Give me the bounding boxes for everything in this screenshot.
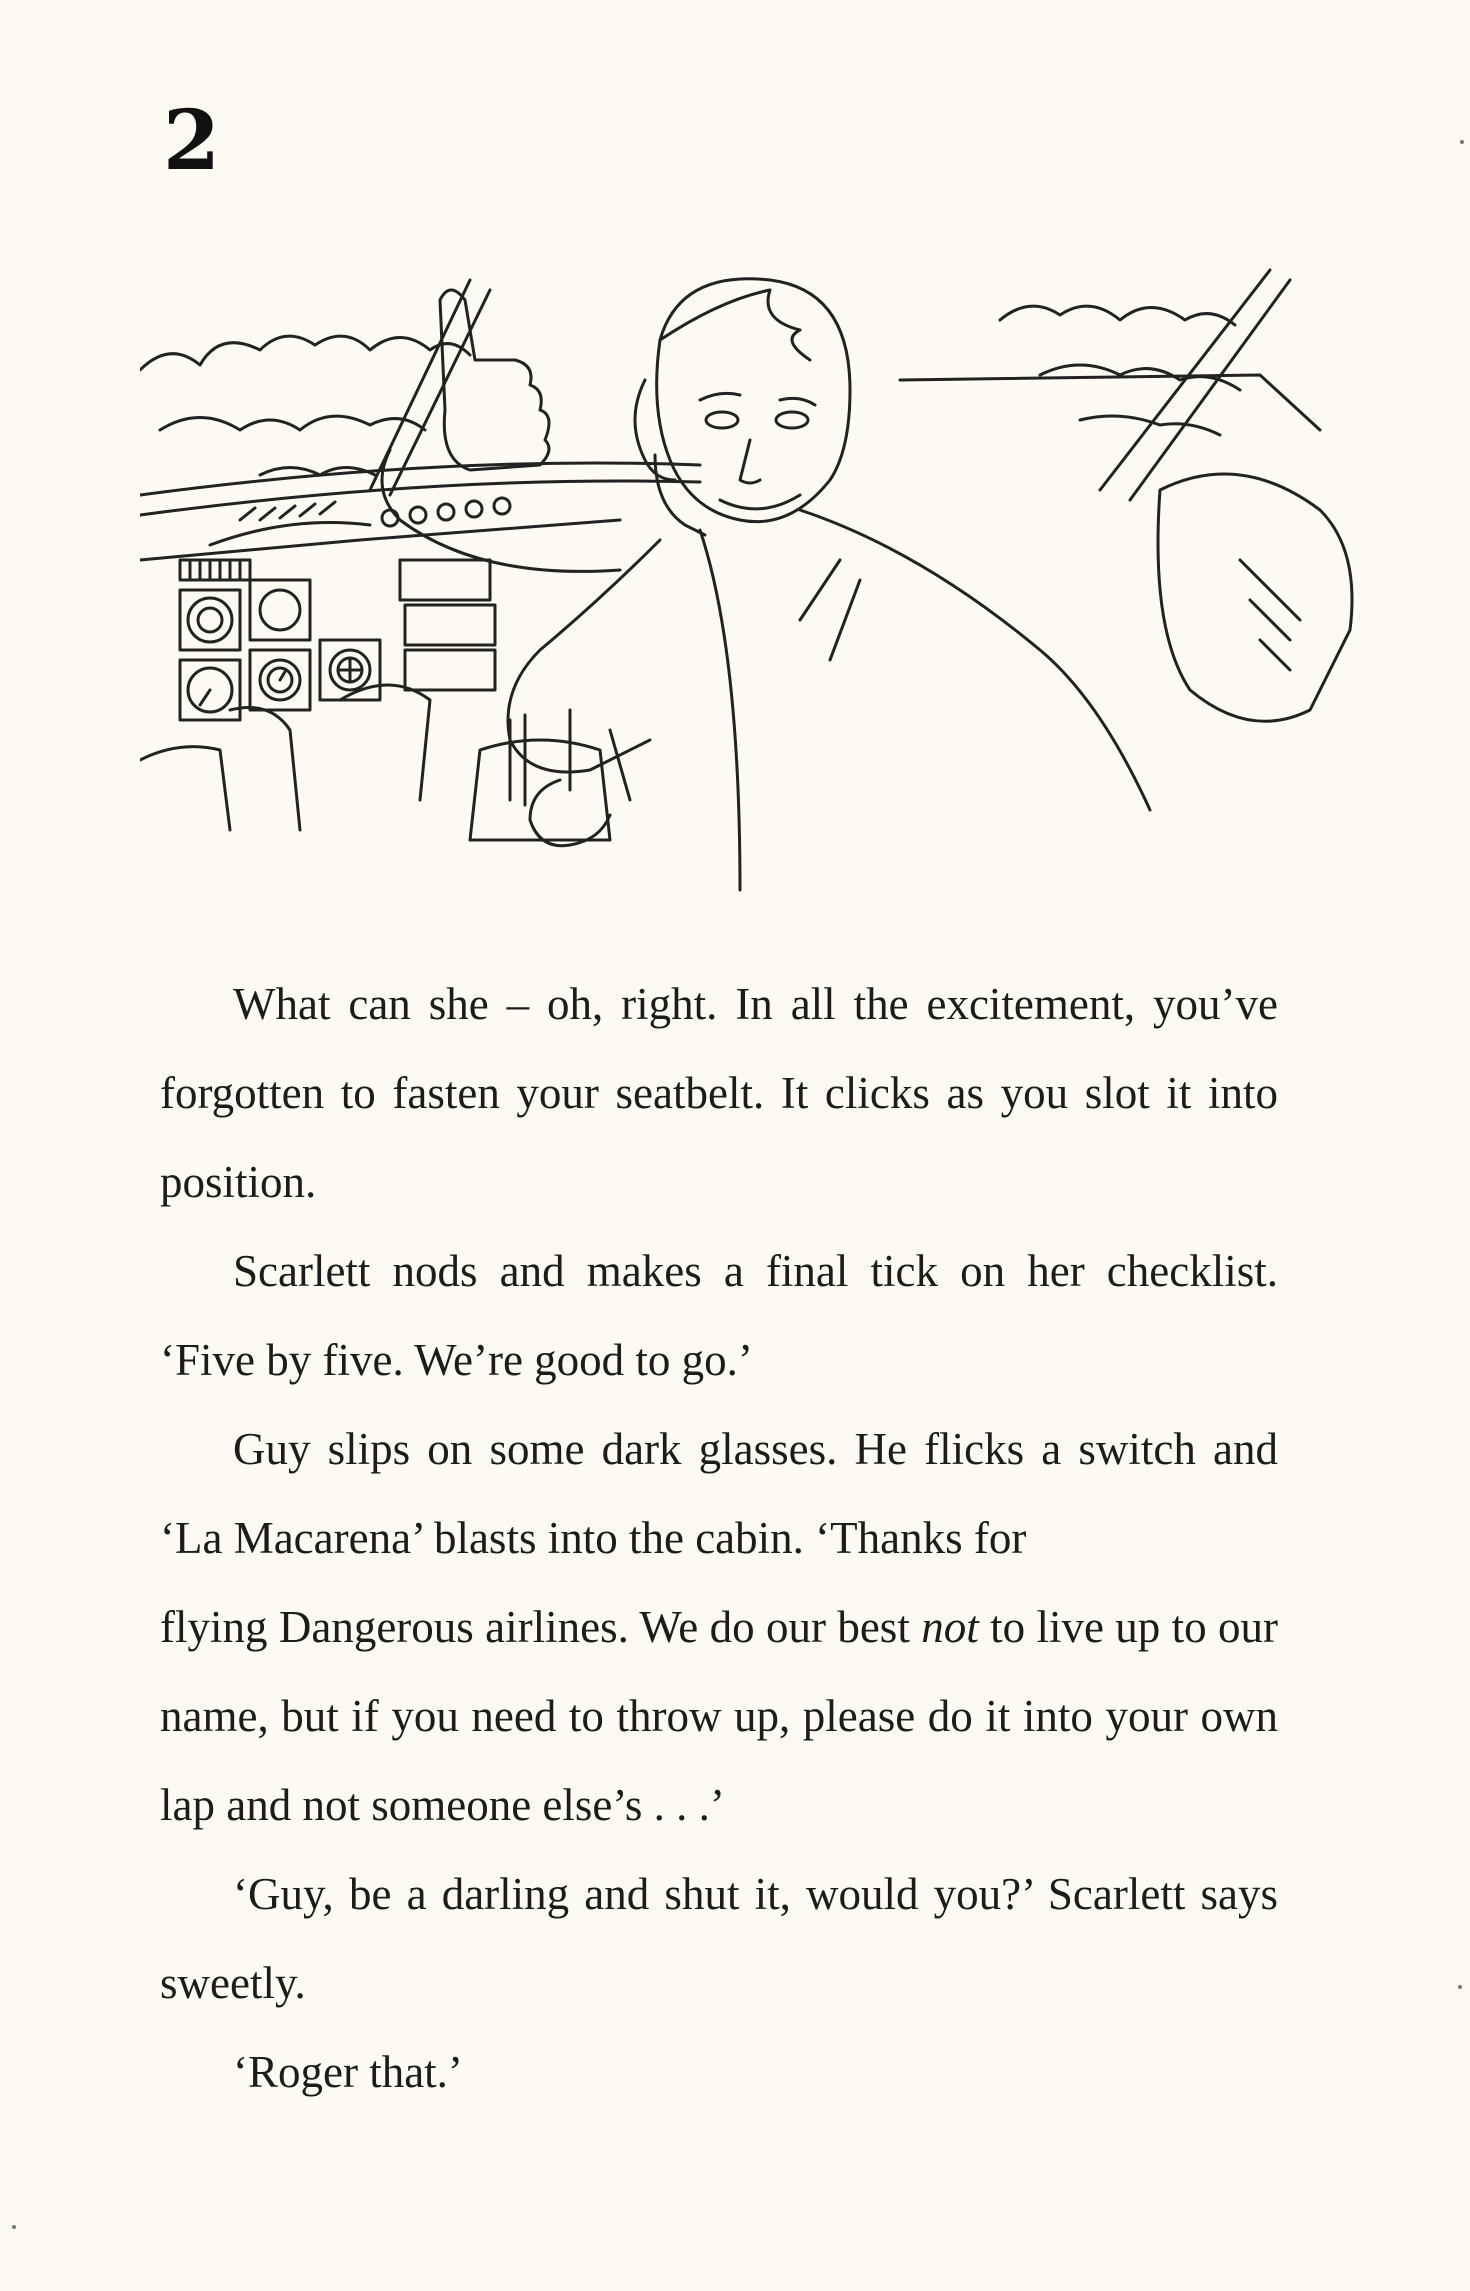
flying-text-after: to live up to our name, but if you need to throw up, please do it into your own lap and not someone else’s . . .’ (160, 1602, 1279, 1830)
pilot-thumbs-up-icon (140, 260, 1360, 900)
flying-text-emphasis: not (921, 1602, 979, 1652)
flying-text-before: flying Dangerous airlines. We do our best (160, 1602, 922, 1652)
paper-speck (1458, 1985, 1462, 1989)
paragraph-flying (160, 1583, 1278, 1850)
page-number: 2 (163, 93, 221, 189)
paper-speck (12, 2225, 16, 2229)
story-text (160, 960, 1278, 2117)
paper-speck (1460, 140, 1464, 144)
paragraph-shut-it: ‘Guy, be a darling and shut it, would you?’ Scarlett says sweetly. (160, 1869, 1278, 2008)
paragraph-roger: ‘Roger that.’ (233, 2047, 463, 2097)
pilot-illustration (140, 260, 1360, 900)
paragraph-seatbelt: What can she – oh, right. In all the excitement, you’ve forgotten to fasten your seatbelt. It clicks as you slot it into position. (160, 979, 1278, 1207)
paragraph-glasses: Guy slips on some dark glasses. He flicks a switch and ‘La Macarena’ blasts into the cabin. ‘Thanks for (160, 1424, 1278, 1563)
paragraph-checklist: Scarlett nods and makes a final tick on her checklist. ‘Five by five. We’re good to go.’ (160, 1246, 1278, 1385)
